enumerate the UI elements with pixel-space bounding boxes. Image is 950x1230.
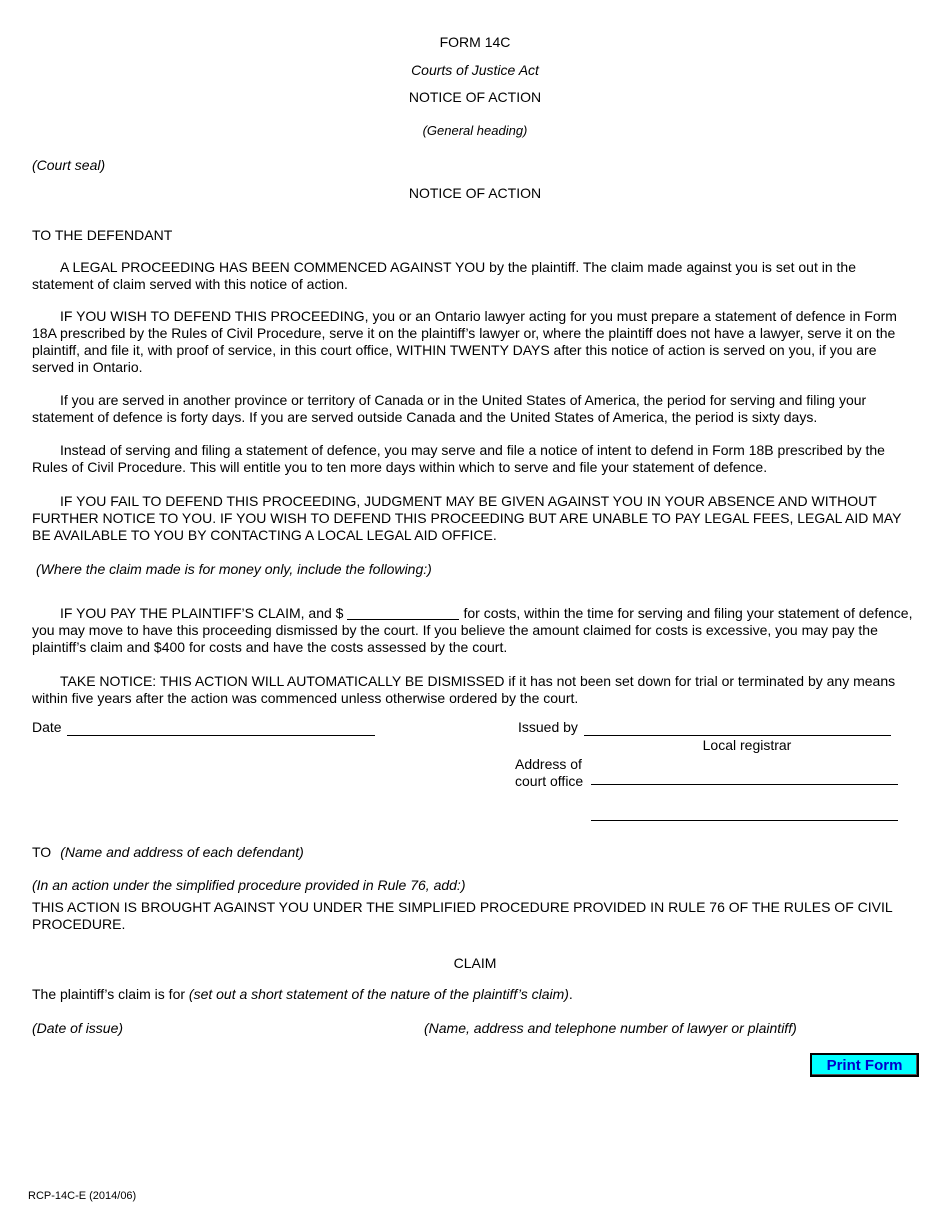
claim-statement: The plaintiff’s claim is for (set out a short statement of the nature of the plaintiff’s claim).: [32, 986, 573, 1002]
local-registrar-label: Local registrar: [702, 737, 792, 753]
date-of-issue: (Date of issue): [32, 1020, 124, 1036]
paragraph-4: Instead of serving and filing a statement of defence, you may serve and file a notice of intent to defend in Form 18B prescribed by the Rules of Civil Procedure. This will entitle you to ten more days within which to serve and file your statement of defence.: [32, 442, 885, 475]
issued-by-label: Issued by: [518, 719, 578, 735]
address-label-line-2: court office: [515, 773, 584, 789]
print-form-button[interactable]: Print Form: [810, 1053, 919, 1077]
court-address-field-1[interactable]: [591, 784, 898, 785]
date-field[interactable]: [67, 735, 375, 736]
paragraph-5: IF YOU FAIL TO DEFEND THIS PROCEEDING, JUDGMENT MAY BE GIVEN AGAINST YOU IN YOUR ABSENCE AND WITHOUT FURTHER NOTICE TO YOU. IF YOU WISH TO DEFEND THIS PROCEEDING BUT ARE UNABLE TO PAY LEGAL FEES, LEGAL AID MAY BE AVAILABLE TO YOU BY CONTACTING A LOCAL LEGAL AID OFFICE.: [32, 493, 902, 543]
costs-amount-field[interactable]: [347, 605, 459, 620]
paragraph-1: A LEGAL PROCEEDING HAS BEEN COMMENCED AGAINST YOU by the plaintiff. The claim made against you is set out in the statement of claim served with this notice of action.: [32, 259, 856, 292]
form-code: RCP-14C-E (2014/06): [28, 1190, 137, 1202]
notice-subtitle: NOTICE OF ACTION: [408, 185, 542, 201]
court-seal: (Court seal): [32, 157, 106, 173]
paragraph-7: TAKE NOTICE: THIS ACTION WILL AUTOMATICALLY BE DISMISSED if it has not been set down for trial or terminated by any means within five years after the action was commenced unless otherwise ordered by the court.: [32, 673, 896, 706]
addressee: TO THE DEFENDANT: [32, 227, 173, 243]
address-label-line-1: Address of: [515, 756, 582, 772]
claim-heading: CLAIM: [453, 955, 497, 971]
court-address-field-2[interactable]: [591, 820, 898, 821]
paragraph-3: If you are served in another province or territory of Canada or in the United States of America, the period for serving and filing your statement of defence is forty days. If you are served outside Canada and the United States of America, the period is sixty days.: [32, 392, 867, 425]
paragraph-6: IF YOU PAY THE PLAINTIFF’S CLAIM, and $ for costs, within the time for serving and filing your statement of defence, you may move to have this proceeding dismissed by the court. If you believe the amount claimed for costs is excessive, you may pay the plaintiff’s claim and $400 for costs and have the costs assessed by the court.: [32, 605, 913, 655]
general-heading: (General heading): [422, 123, 528, 138]
issued-by-field[interactable]: [584, 735, 891, 736]
form-number: FORM 14C: [439, 34, 511, 50]
to-line: TO (Name and address of each defendant): [32, 844, 304, 860]
form-title: NOTICE OF ACTION: [408, 89, 542, 105]
money-note: (Where the claim made is for money only, include the following:): [36, 561, 432, 577]
date-label: Date: [32, 719, 62, 735]
lawyer-note: (Name, address and telephone number of lawyer or plaintiff): [424, 1020, 797, 1036]
act-name: Courts of Justice Act: [411, 62, 539, 78]
rule-76-text: THIS ACTION IS BROUGHT AGAINST YOU UNDER THE SIMPLIFIED PROCEDURE PROVIDED IN RULE 76 OF THE RULES OF CIVIL PROCEDURE.: [32, 899, 893, 932]
rule-76-note: (In an action under the simplified procedure provided in Rule 76, add:): [32, 877, 466, 893]
paragraph-2: IF YOU WISH TO DEFEND THIS PROCEEDING, you or an Ontario lawyer acting for you must prepare a statement of defence in Form 18A prescribed by the Rules of Civil Procedure, serve it on the plaintiff’s lawyer or, where the plaintiff does not have a lawyer, serve it on the plaintiff, and file it, with proof of service, in this court office, WITHIN TWENTY DAYS after this notice of action is served on you, if you are served in Ontario.: [32, 308, 897, 375]
